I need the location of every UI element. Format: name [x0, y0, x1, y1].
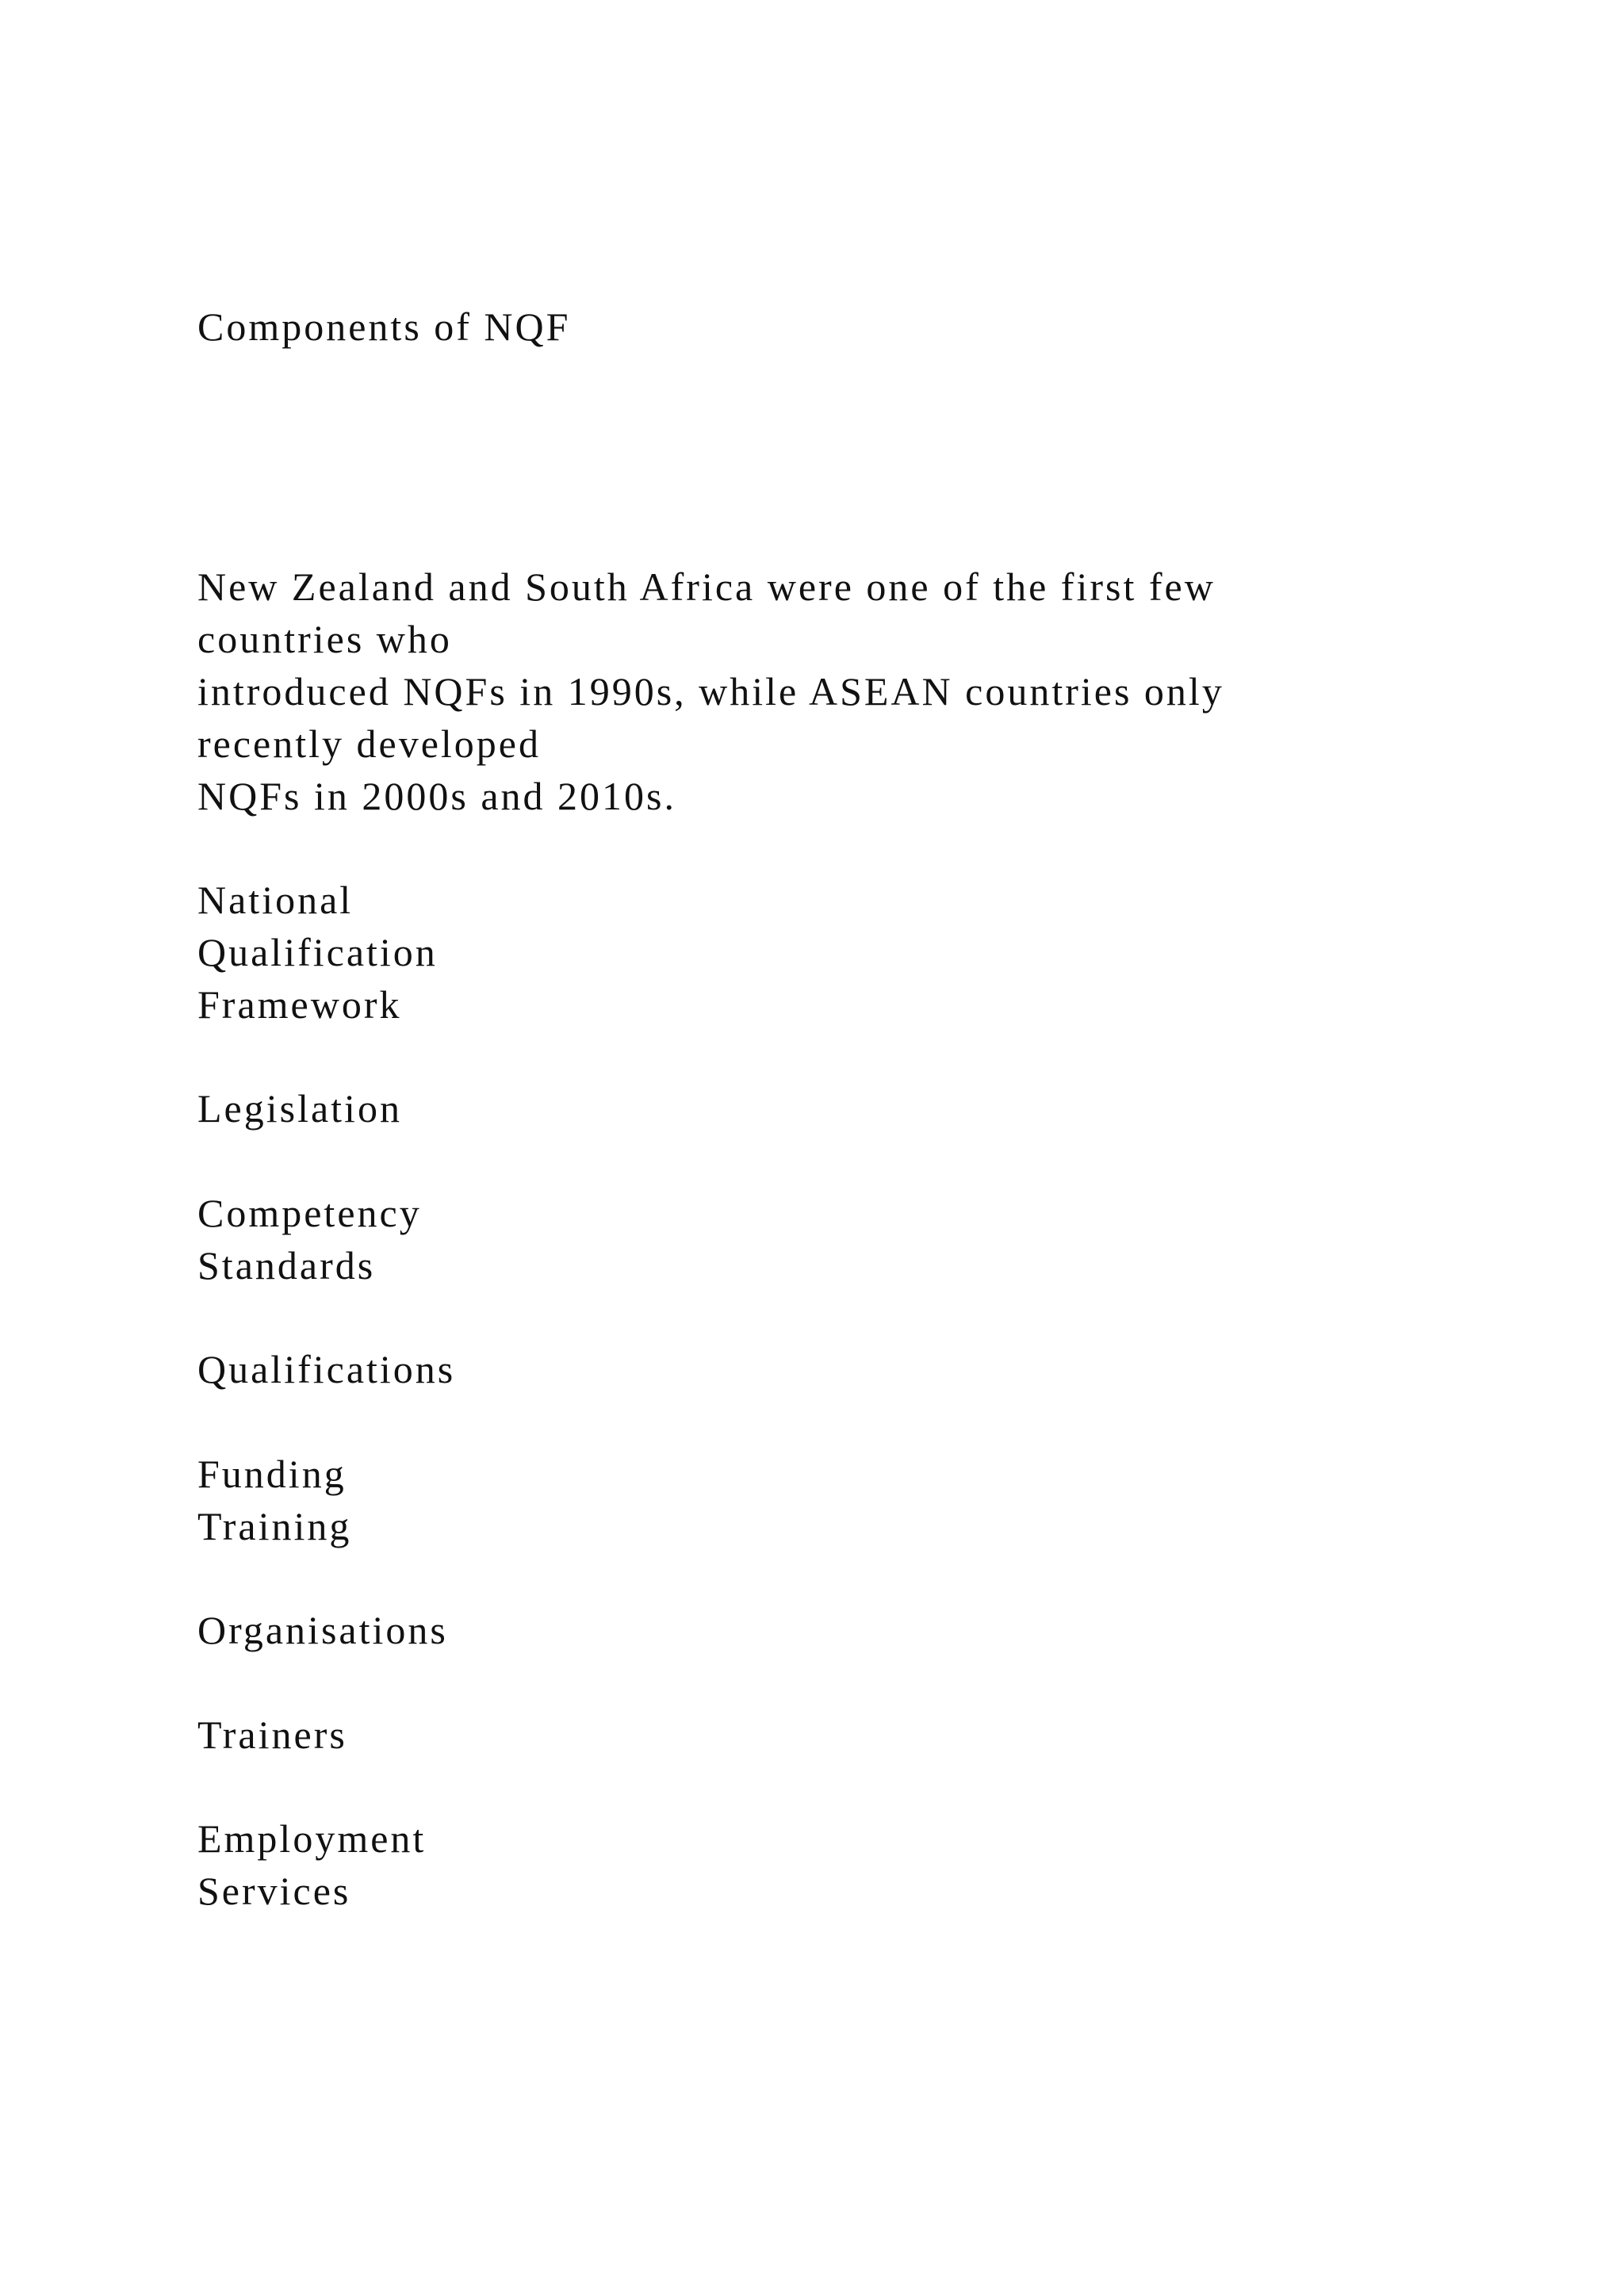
paragraph-line: introduced NQFs in 1990s, while ASEAN countries only	[197, 669, 1224, 714]
component-label-line: Organisations	[197, 1608, 448, 1652]
component-label-line: Training	[197, 1504, 352, 1548]
component-label-line: Legislation	[197, 1086, 402, 1131]
component-label-line: Framework	[197, 982, 402, 1027]
paragraph-line: countries who	[197, 617, 452, 661]
component-label-line: Trainers	[197, 1712, 347, 1757]
paragraph-line: recently developed	[197, 721, 541, 766]
paragraph-line: New Zealand and South Africa were one of the first few	[197, 564, 1216, 609]
component-label-line: Qualifications	[197, 1347, 456, 1391]
component-label-line: Services	[197, 1869, 351, 1913]
component-label-line: Funding	[197, 1452, 347, 1496]
component-label-line: Qualification	[197, 930, 438, 974]
component-label-line: Competency	[197, 1191, 422, 1235]
component-label-line: National	[197, 878, 354, 922]
component-label-line: Employment	[197, 1816, 427, 1861]
document-title: Components of NQF	[197, 304, 571, 349]
paragraph-line: NQFs in 2000s and 2010s.	[197, 774, 676, 818]
component-label-line: Standards	[197, 1243, 376, 1288]
